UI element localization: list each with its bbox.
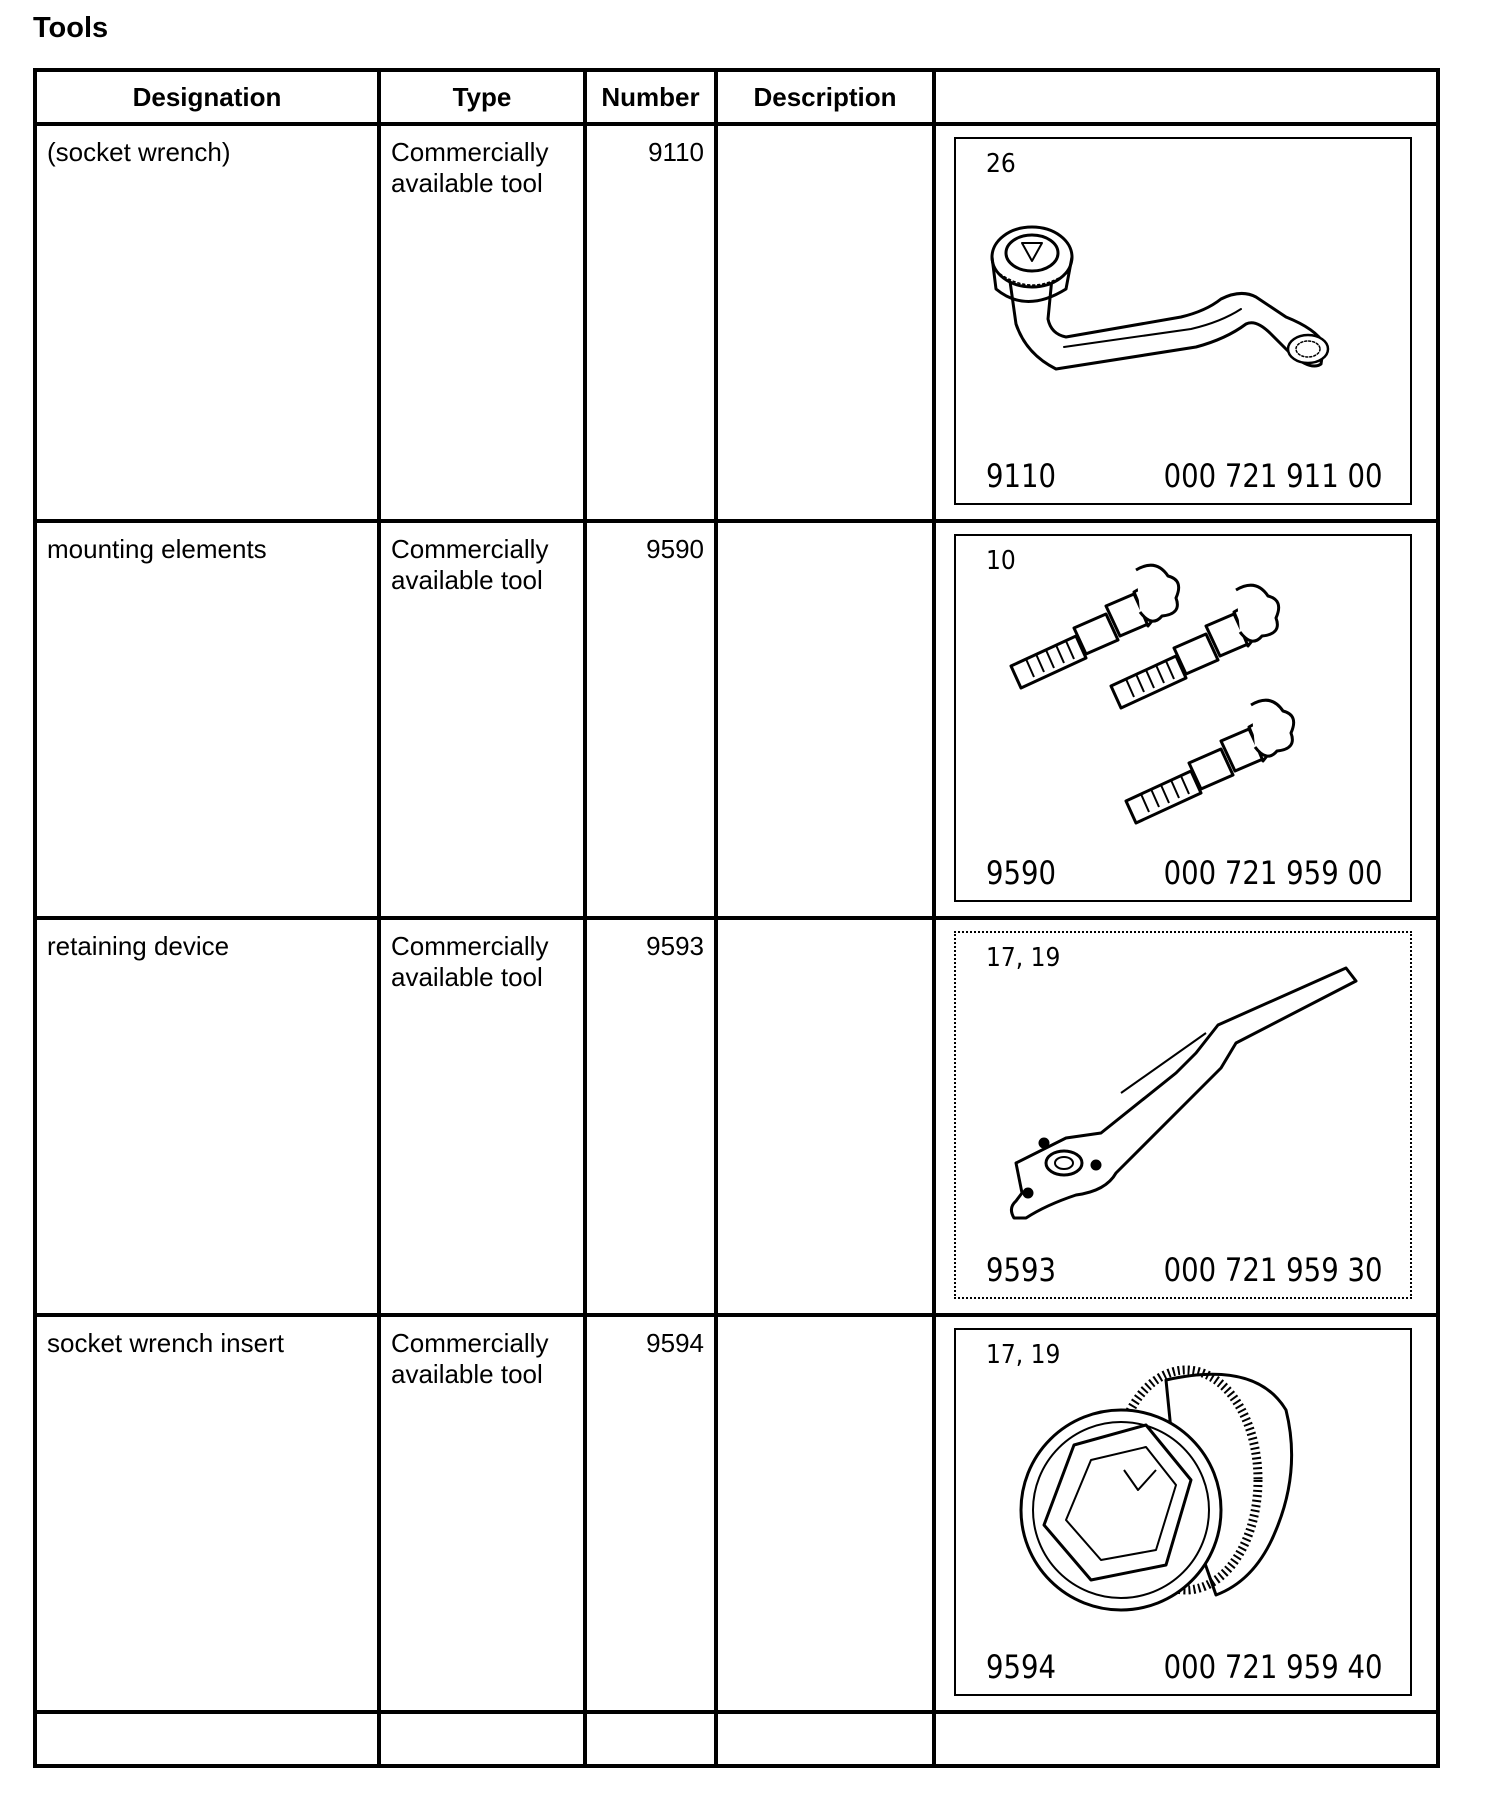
description-cell <box>718 1317 932 1328</box>
type-line: Commercially <box>391 931 549 961</box>
empty-cell <box>934 1712 1438 1766</box>
table-row <box>35 1315 1438 1712</box>
type-line: Commercially <box>391 1328 549 1358</box>
tools-table <box>33 68 1440 1768</box>
type-line: Commercially <box>391 534 549 564</box>
empty-cell <box>585 1712 716 1766</box>
picture-size-label: 10 <box>986 546 1016 576</box>
empty-cell <box>35 1712 379 1766</box>
tool-picture <box>954 1328 1412 1696</box>
picture-part-number: 000 721 959 00 <box>1163 854 1382 892</box>
empty-cell <box>379 1712 585 1766</box>
type-cell <box>381 920 583 993</box>
page-title: Tools <box>33 12 109 44</box>
number-cell: 9110 <box>648 137 704 167</box>
header-number: Number <box>585 70 716 124</box>
type-line: available tool <box>391 565 543 595</box>
picture-size-label: 17, 19 <box>986 1340 1061 1370</box>
type-line: Commercially <box>391 137 549 167</box>
picture-part-number: 000 721 911 00 <box>1163 457 1382 495</box>
number-cell: 9593 <box>646 931 704 961</box>
table-row <box>35 124 1438 521</box>
tool-picture <box>954 137 1412 505</box>
tool-picture <box>954 931 1412 1299</box>
empty-cell <box>716 1712 934 1766</box>
picture-cell <box>934 918 1438 1315</box>
designation-cell: retaining device <box>47 931 230 961</box>
picture-cell <box>934 1315 1438 1712</box>
header-designation: Designation <box>35 70 379 124</box>
picture-part-number: 000 721 959 40 <box>1163 1648 1382 1686</box>
table-row <box>35 1712 1438 1766</box>
designation-cell: mounting elements <box>47 534 267 564</box>
type-line: available tool <box>391 1359 543 1389</box>
table-header-row <box>35 70 1438 124</box>
picture-tool-number: 9593 <box>986 1251 1057 1289</box>
designation-cell: socket wrench insert <box>47 1328 284 1358</box>
number-cell: 9590 <box>646 534 704 564</box>
designation-cell: (socket wrench) <box>47 137 231 167</box>
offset-socket-wrench-icon <box>956 139 1410 503</box>
hex-socket-insert-icon <box>956 1330 1410 1694</box>
description-cell <box>718 920 932 931</box>
table-row <box>35 521 1438 918</box>
tool-picture <box>954 534 1412 902</box>
type-cell <box>381 126 583 199</box>
description-cell <box>718 126 932 137</box>
type-cell <box>381 523 583 596</box>
type-line: available tool <box>391 168 543 198</box>
picture-tool-number: 9110 <box>986 457 1057 495</box>
picture-size-label: 17, 19 <box>986 943 1061 973</box>
picture-tool-number: 9590 <box>986 854 1057 892</box>
picture-cell <box>934 521 1438 918</box>
table-row <box>35 918 1438 1315</box>
picture-size-label: 26 <box>986 149 1016 179</box>
picture-part-number: 000 721 959 30 <box>1163 1251 1382 1289</box>
type-cell <box>381 1317 583 1390</box>
description-cell <box>718 523 932 534</box>
picture-cell <box>934 124 1438 521</box>
header-picture <box>934 70 1438 124</box>
header-type: Type <box>379 70 585 124</box>
header-description: Description <box>716 70 934 124</box>
retaining-bar-icon <box>956 933 1410 1297</box>
type-line: available tool <box>391 962 543 992</box>
picture-tool-number: 9594 <box>986 1648 1057 1686</box>
mounting-bolts-icon <box>956 536 1410 900</box>
number-cell: 9594 <box>646 1328 704 1358</box>
